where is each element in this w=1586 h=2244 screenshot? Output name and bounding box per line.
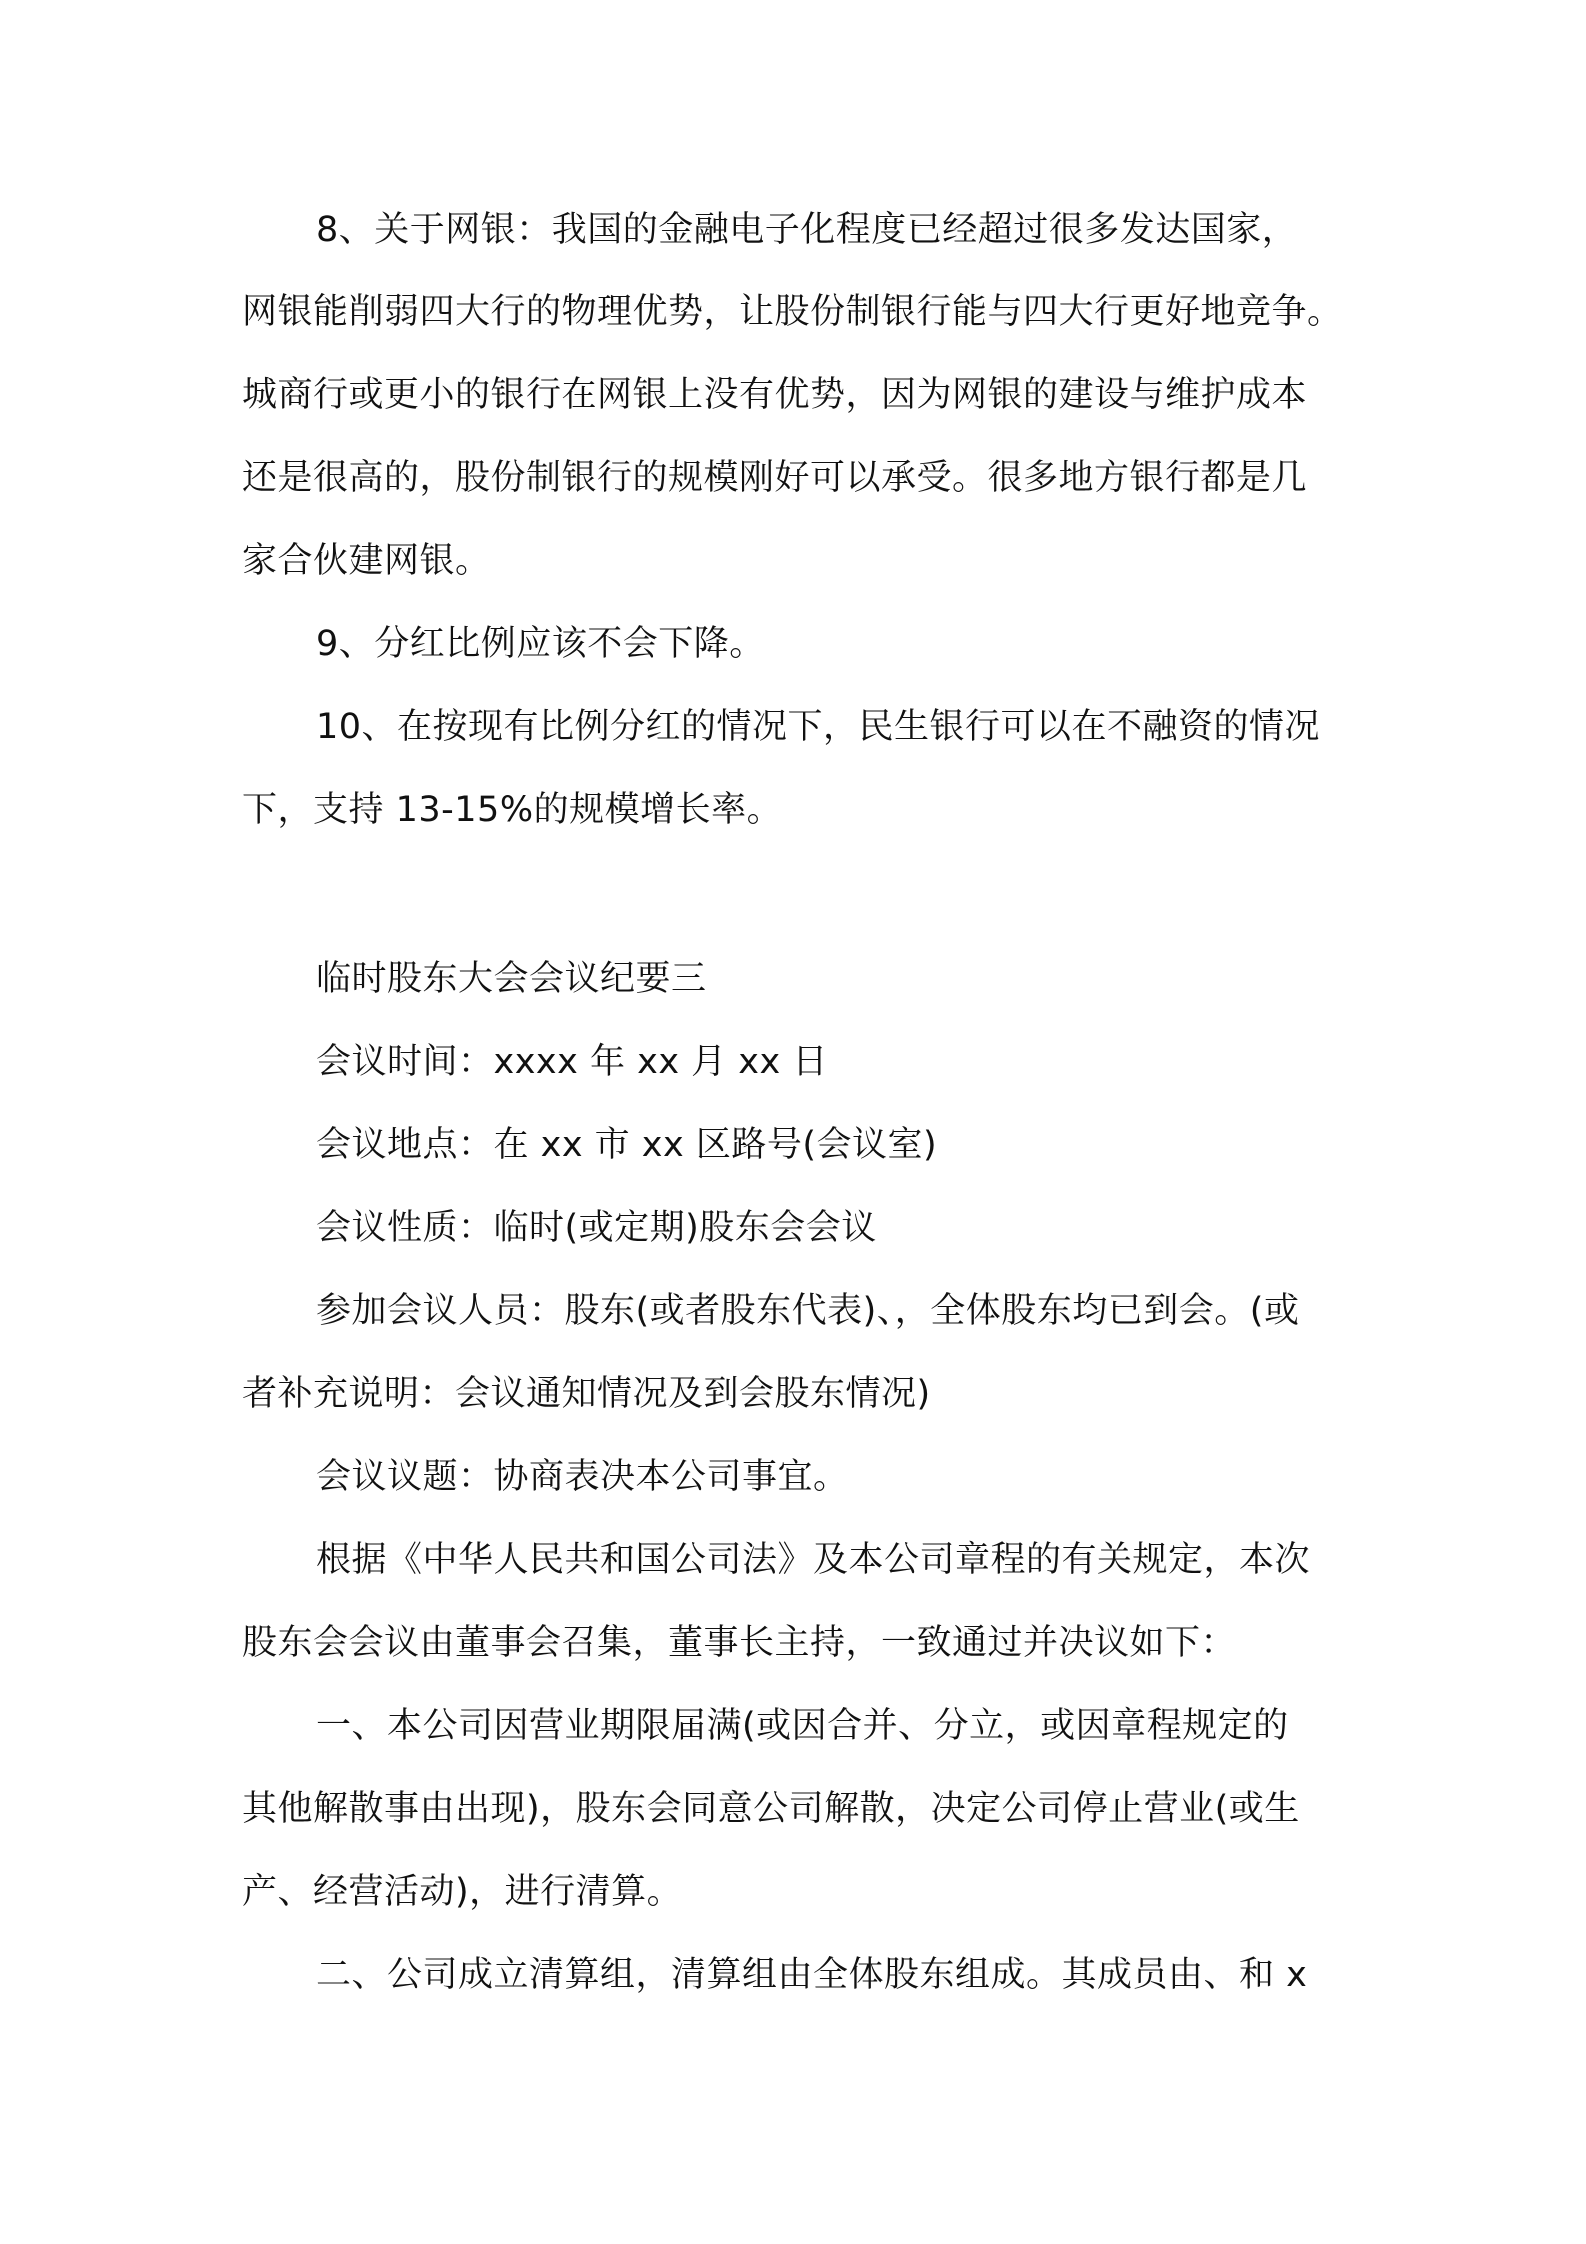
resolution-line: 其他解散事由出现)，股东会同意公司解散，决定公司停止营业(或生 bbox=[242, 1789, 1300, 1829]
meeting-nature: 会议性质：临时(或定期)股东会会议 bbox=[316, 1208, 877, 1248]
paragraph-line: 网银能削弱四大行的物理优势，让股份制银行能与四大行更好地竞争。 bbox=[242, 292, 1343, 332]
paragraph-line: 8、关于网银：我国的金融电子化程度已经超过很多发达国家， bbox=[316, 210, 1298, 250]
meeting-topic: 会议议题：协商表决本公司事宜。 bbox=[316, 1457, 849, 1497]
resolution-line: 产、经营活动)，进行清算。 bbox=[242, 1872, 683, 1912]
attendees-line: 者补充说明：会议通知情况及到会股东情况) bbox=[242, 1374, 931, 1414]
paragraph-line: 城商行或更小的银行在网银上没有优势，因为网银的建设与维护成本 bbox=[242, 375, 1308, 415]
paragraph-line: 家合伙建网银。 bbox=[242, 541, 491, 581]
meeting-location: 会议地点：在 xx 市 xx 区路号(会议室) bbox=[316, 1125, 938, 1165]
paragraph-line: 9、分红比例应该不会下降。 bbox=[316, 624, 765, 664]
resolution-line: 二、公司成立清算组，清算组由全体股东组成。其成员由、和 x bbox=[316, 1955, 1308, 1995]
section-title: 临时股东大会会议纪要三 bbox=[316, 959, 707, 999]
paragraph-line: 下，支持 13-15%的规模增长率。 bbox=[242, 790, 783, 830]
paragraph-line: 还是很高的，股份制银行的规模刚好可以承受。很多地方银行都是几 bbox=[242, 458, 1308, 498]
resolution-line: 一、本公司因营业期限届满(或因合并、分立，或因章程规定的 bbox=[316, 1706, 1289, 1746]
paragraph-line: 根据《中华人民共和国公司法》及本公司章程的有关规定，本次 bbox=[316, 1540, 1311, 1580]
paragraph-line: 10、在按现有比例分红的情况下，民生银行可以在不融资的情况 bbox=[316, 707, 1321, 747]
meeting-time: 会议时间：xxxx 年 xx 月 xx 日 bbox=[316, 1042, 828, 1082]
paragraph-line: 股东会会议由董事会召集，董事长主持，一致通过并决议如下： bbox=[242, 1623, 1237, 1663]
attendees-line: 参加会议人员：股东(或者股东代表)、，全体股东均已到会。(或 bbox=[316, 1291, 1300, 1331]
